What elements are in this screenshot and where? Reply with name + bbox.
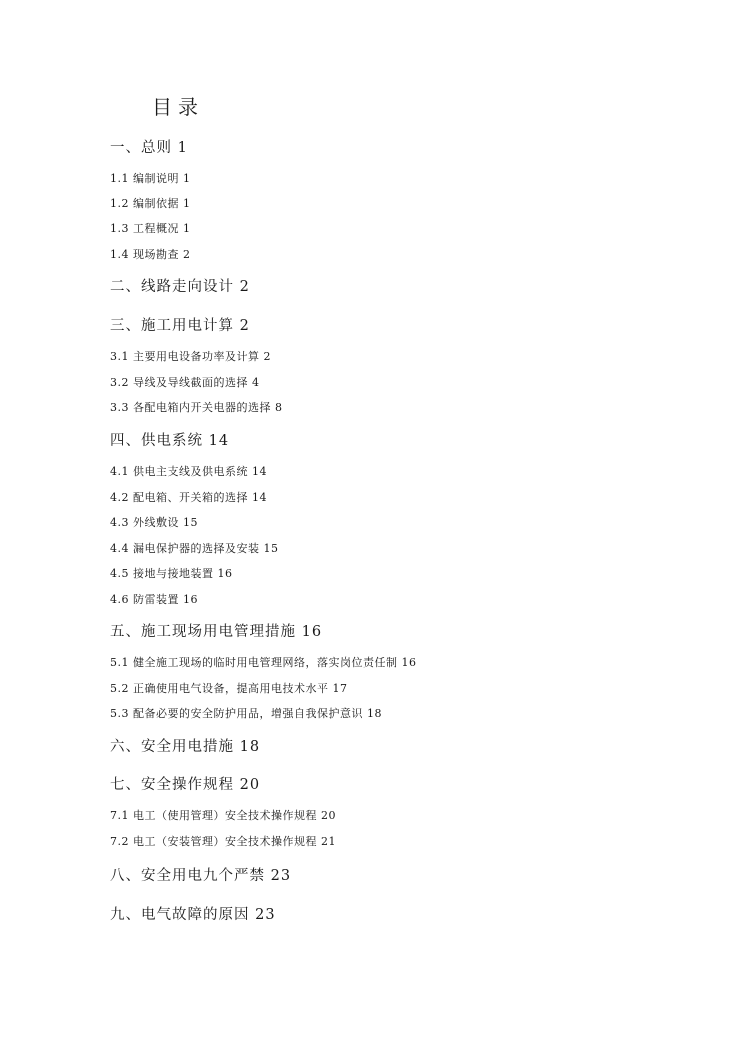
toc-title: 目录 [152,95,204,119]
toc-subsection-5-2[interactable]: 5.2 正确使用电气设备，提高用电技术水平 17 [110,682,348,695]
toc-subsection-5-1[interactable]: 5.1 健全施工现场的临时用电管理网络，落实岗位责任制 16 [110,656,417,669]
toc-section-6[interactable]: 六、安全用电措施 18 [110,739,261,755]
toc-section-8[interactable]: 八、安全用电九个严禁 23 [110,868,292,884]
toc-subsection-3-1[interactable]: 3.1 主要用电设备功率及计算 2 [110,350,271,363]
toc-subsection-1-1[interactable]: 1.1 编制说明 1 [110,172,191,185]
toc-subsection-4-6[interactable]: 4.6 防雷装置 16 [110,593,198,606]
toc-subsection-4-4[interactable]: 4.4 漏电保护器的选择及安装 15 [110,542,279,555]
toc-section-9[interactable]: 九、电气故障的原因 23 [110,907,276,923]
toc-section-5[interactable]: 五、施工现场用电管理措施 16 [110,624,323,640]
toc-subsection-4-1[interactable]: 4.1 供电主支线及供电系统 14 [110,465,267,478]
toc-subsection-4-2[interactable]: 4.2 配电箱、开关箱的选择 14 [110,491,267,504]
toc-section-2[interactable]: 二、线路走向设计 2 [110,279,250,295]
toc-section-3[interactable]: 三、施工用电计算 2 [110,318,250,334]
toc-subsection-4-3[interactable]: 4.3 外线敷设 15 [110,516,198,529]
toc-subsection-1-2[interactable]: 1.2 编制依据 1 [110,197,191,210]
toc-subsection-7-2[interactable]: 7.2 电工（安装管理）安全技术操作规程 21 [110,835,336,848]
toc-subsection-5-3[interactable]: 5.3 配备必要的安全防护用品，增强自我保护意识 18 [110,707,382,720]
toc-section-7[interactable]: 七、安全操作规程 20 [110,777,261,793]
toc-subsection-3-3[interactable]: 3.3 各配电箱内开关电器的选择 8 [110,401,283,414]
toc-section-4[interactable]: 四、供电系统 14 [110,433,230,449]
toc-subsection-1-4[interactable]: 1.4 现场勘查 2 [110,248,191,261]
toc-subsection-1-3[interactable]: 1.3 工程概况 1 [110,222,191,235]
toc-subsection-4-5[interactable]: 4.5 接地与接地装置 16 [110,567,233,580]
toc-subsection-3-2[interactable]: 3.2 导线及导线截面的选择 4 [110,376,260,389]
toc-subsection-7-1[interactable]: 7.1 电工（使用管理）安全技术操作规程 20 [110,809,336,822]
toc-section-1[interactable]: 一、总则 1 [110,140,188,156]
